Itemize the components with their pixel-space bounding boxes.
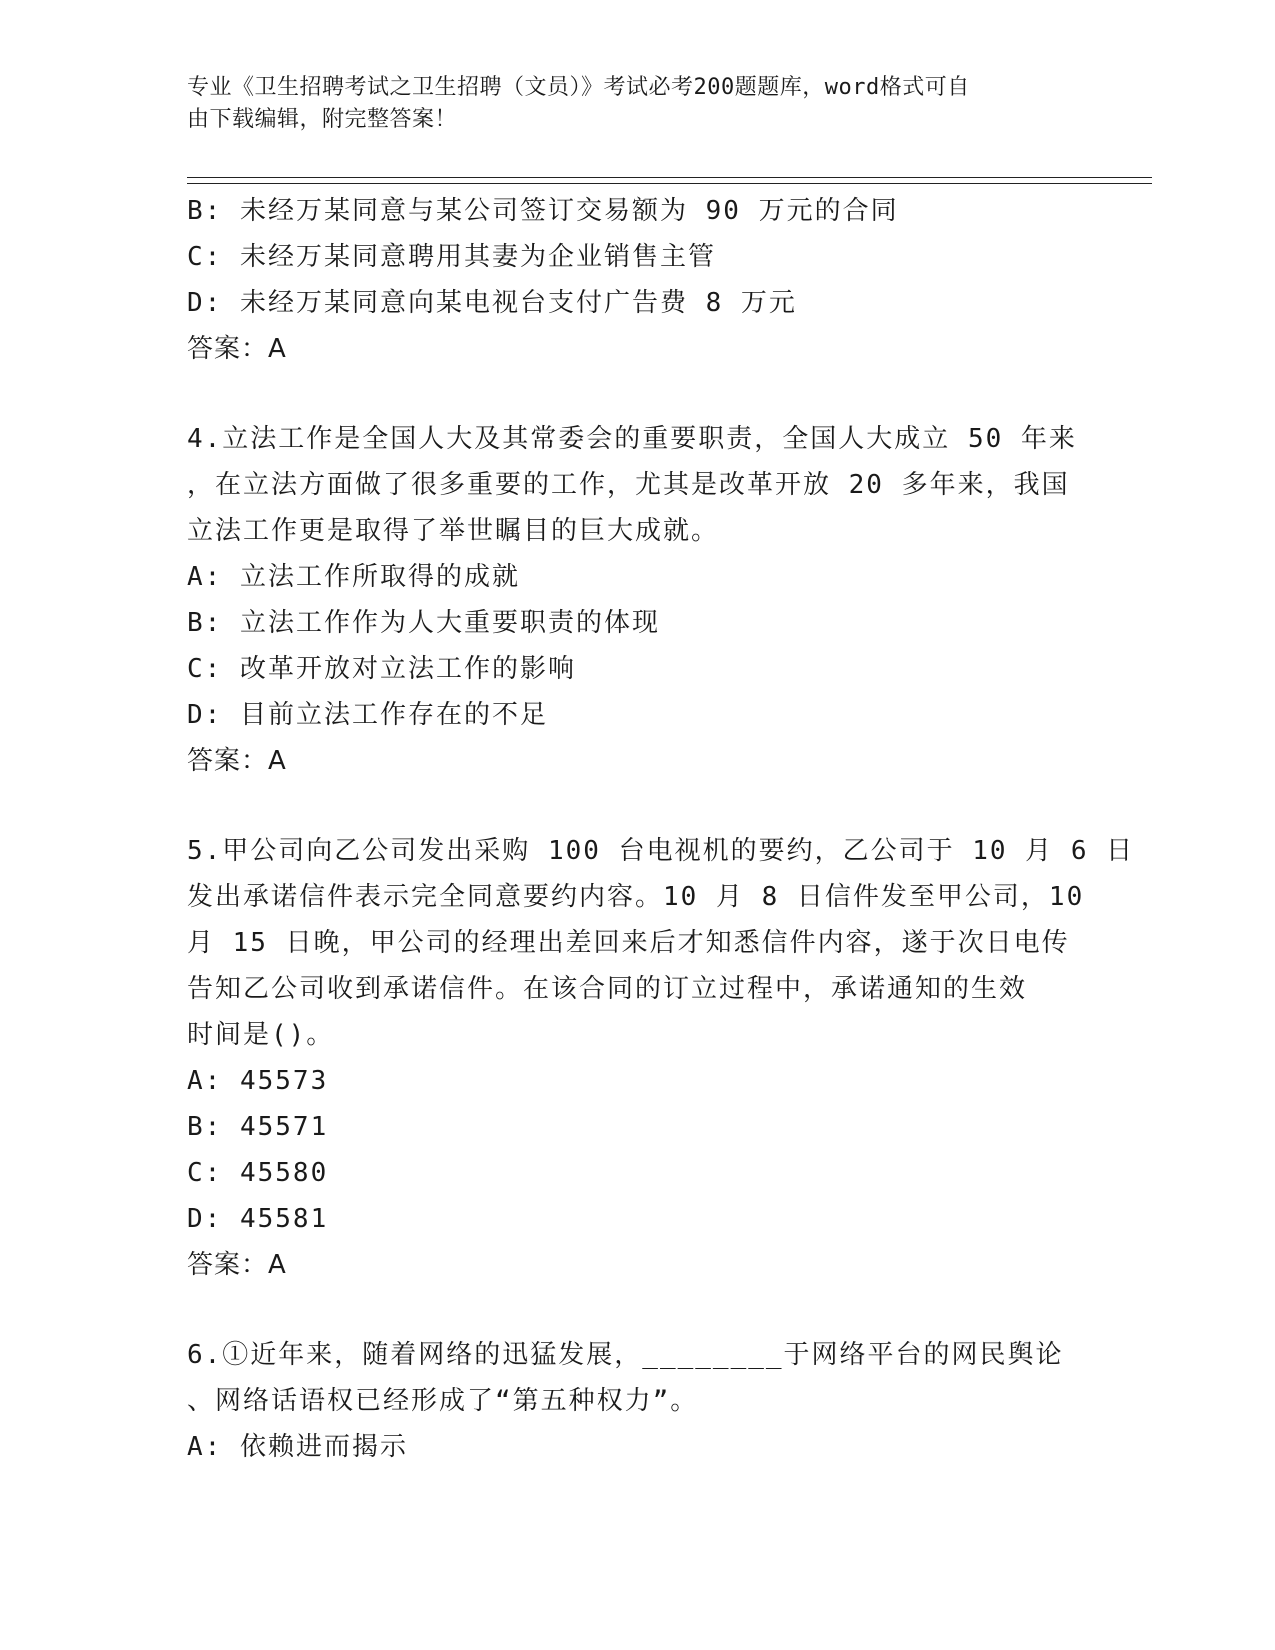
header-divider-top xyxy=(187,177,1152,178)
answer: 答案：A xyxy=(187,1250,287,1280)
option-b: B: 45571 xyxy=(187,1112,329,1142)
question-3-tail xyxy=(187,188,1077,372)
option-d: D: 45581 xyxy=(187,1204,329,1234)
question-stem-line: 4.立法工作是全国人大及其常委会的重要职责，全国人大成立 50 年来 xyxy=(187,424,1077,454)
question-stem-line: 时间是()。 xyxy=(187,1020,335,1050)
question-stem-line: 月 15 日晚，甲公司的经理出差回来后才知悉信件内容，遂于次日电传 xyxy=(187,928,1070,958)
header-line-2: 由下载编辑，附完整答案！ xyxy=(187,107,458,132)
option-a: A: 45573 xyxy=(187,1066,329,1096)
question-4 xyxy=(187,416,1077,784)
question-5 xyxy=(187,828,1135,1288)
answer: 答案：A xyxy=(187,334,287,364)
option-c: C: 改革开放对立法工作的影响 xyxy=(187,654,576,684)
question-stem-line: 立法工作更是取得了举世瞩目的巨大成就。 xyxy=(187,516,720,546)
option-c: C: 未经万某同意聘用其妻为企业销售主管 xyxy=(187,242,716,272)
question-stem-line: 、网络话语权已经形成了“第五种权力”。 xyxy=(187,1386,699,1416)
option-a: A: 依赖进而揭示 xyxy=(187,1432,408,1462)
question-stem-line: 6.①近年来，随着网络的迅猛发展，________于网络平台的网民舆论 xyxy=(187,1340,1064,1370)
answer: 答案：A xyxy=(187,746,287,776)
header-divider-bottom xyxy=(187,183,1152,184)
question-stem-line: ，在立法方面做了很多重要的工作，尤其是改革开放 20 多年来，我国 xyxy=(187,470,1070,500)
option-b: B: 未经万某同意与某公司签订交易额为 90 万元的合同 xyxy=(187,196,899,226)
question-content xyxy=(187,188,1135,1470)
option-b: B: 立法工作作为人大重要职责的体现 xyxy=(187,608,660,638)
option-d: D: 未经万某同意向某电视台支付广告费 8 万元 xyxy=(187,288,797,318)
question-stem-line: 告知乙公司收到承诺信件。在该合同的订立过程中，承诺通知的生效 xyxy=(187,974,1028,1004)
question-6 xyxy=(187,1332,1077,1470)
option-a: A: 立法工作所取得的成就 xyxy=(187,562,520,592)
option-d: D: 目前立法工作存在的不足 xyxy=(187,700,548,730)
question-stem-line: 发出承诺信件表示完全同意要约内容。10 月 8 日信件发至甲公司，10 xyxy=(187,882,1085,912)
header-line-1: 专业《卫生招聘考试之卫生招聘（文员）》考试必考200题题库，word格式可自 xyxy=(187,75,970,100)
option-c: C: 45580 xyxy=(187,1158,329,1188)
question-stem-line: 5.甲公司向乙公司发出采购 100 台电视机的要约，乙公司于 10 月 6 日 xyxy=(187,836,1135,866)
document-header xyxy=(187,72,1077,136)
